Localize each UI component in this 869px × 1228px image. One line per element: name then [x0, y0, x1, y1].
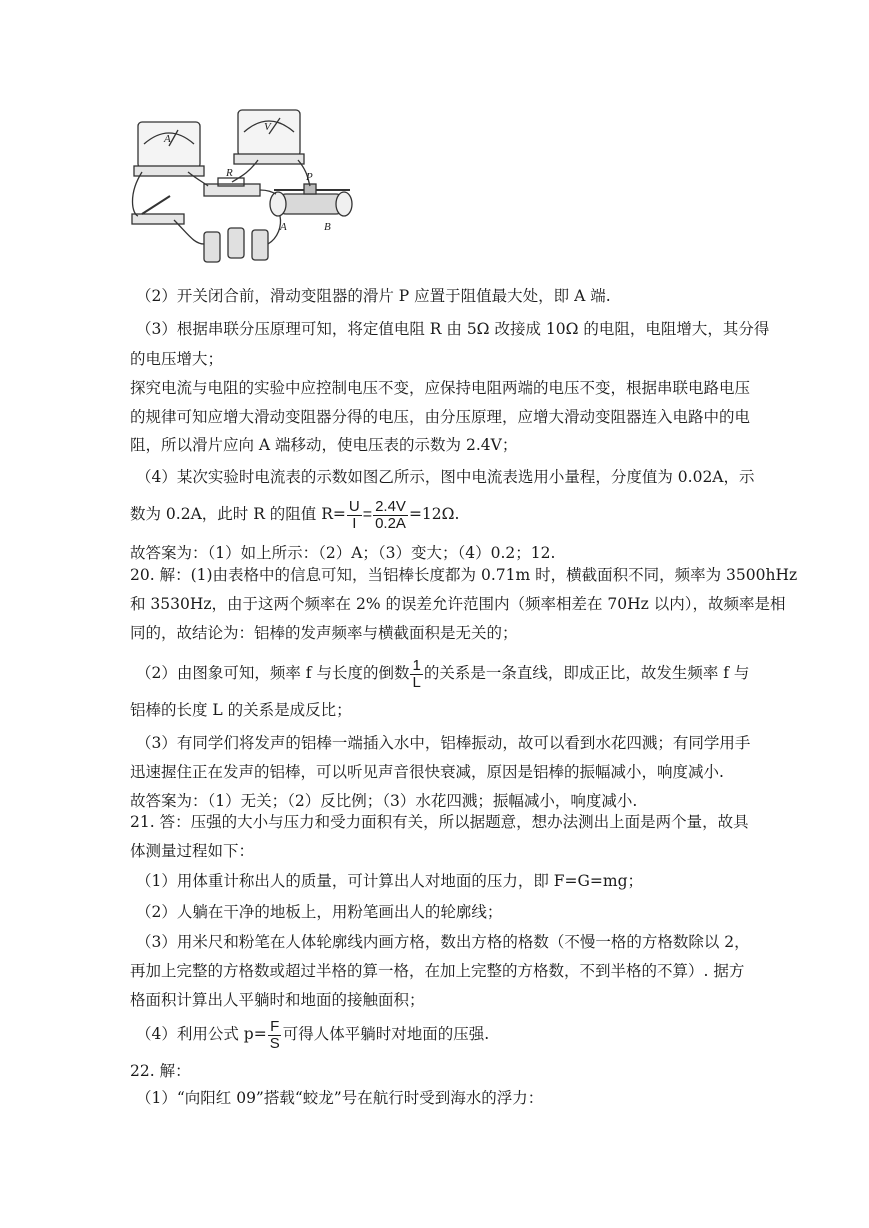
- text-line: 22. 解：: [130, 1062, 191, 1080]
- text-line: （3）用米尺和粉笔在人体轮廓线内画方格，数出方格的格数（不慢一格的方格数除以 2，: [136, 933, 750, 951]
- numerator: 1: [412, 656, 421, 674]
- text-segment: （2）由图象可知，频率 f 与长度的倒数: [136, 664, 410, 682]
- text-line: 再加上完整的方格数或超过半格的算一格，在加上完整的方格数，不到半格的不算）. 据方: [130, 962, 745, 980]
- frequency-line: [136, 655, 749, 691]
- text-segment: （4）利用公式 p=: [136, 1025, 267, 1043]
- text-line: 探究电流与电阻的实验中应控制电压不变，应保持电阻两端的电压不变，根据串联电路电压: [130, 379, 751, 397]
- resistance-formula-line: [130, 497, 459, 532]
- circuit-diagram-figure: [128, 104, 364, 272]
- denominator: L: [412, 673, 421, 691]
- text-line: 的电压增大；: [130, 350, 224, 368]
- text-line: 的规律可知应增大滑动变阻器分得的电压，由分压原理，应增大滑动变阻器连入电路中的电: [130, 408, 751, 426]
- ammeter-icon: [134, 122, 204, 176]
- text-line: （4）某次实验时电流表的示数如图乙所示，图中电流表选用小量程，分度值为 0.02A，示: [136, 468, 755, 486]
- denominator: 0.2A: [375, 514, 406, 532]
- voltmeter-icon: [234, 110, 304, 164]
- terminal-a-label: A: [280, 221, 287, 233]
- text-line: 格面积计算出人平躺时和地面的接触面积；: [130, 991, 425, 1009]
- text-line: 故答案为：（1）无关；（2）反比例；（3）水花四溅；振幅减小，响度减小.: [130, 792, 638, 810]
- text-line: 同的，故结论为：铝棒的发声频率与横截面积是无关的；: [130, 624, 518, 642]
- text-segment: 数为 0.2A，此时 R 的阻值 R=: [130, 505, 346, 523]
- resistor-icon: [204, 178, 260, 196]
- rheostat-icon: [270, 184, 352, 216]
- text-line: 和 3530Hz，由于这两个频率在 2% 的误差允许范围内（频率相差在 70Hz 以内），故频率是相: [130, 595, 786, 613]
- text-line: （1）“向阳红 09”搭载“蛟龙”号在航行时受到海水的浮力：: [136, 1089, 544, 1107]
- slider-label: P: [306, 171, 313, 183]
- numerator: U: [348, 497, 360, 515]
- text-line: 20. 解：(1)由表格中的信息可知，当铝棒长度都为 0.71m 时，横截面积不同，频率为 3500hHz: [130, 566, 798, 584]
- text-line: （3）有同学们将发声的铝棒一端插入水中，铝棒振动，故可以看到水花四溅；有同学用手: [136, 734, 751, 752]
- text-line: 铝棒的长度 L 的关系是成反比；: [130, 701, 352, 719]
- text-line: 体测量过程如下：: [130, 842, 255, 860]
- text-line: 21. 答：压强的大小与压力和受力面积有关，所以据题意，想办法测出上面是两个量，故具: [130, 813, 749, 831]
- ammeter-label: A: [164, 133, 171, 145]
- text-line: 阻，所以滑片应向 A 端移动，使电压表的示数为 2.4V；: [130, 436, 518, 454]
- text-line: 故答案为：（1）如上所示：（2）A；（3）变大；（4）0.2；12.: [130, 544, 556, 562]
- text-line: （2）人躺在干净的地板上，用粉笔画出人的轮廓线；: [136, 903, 503, 921]
- voltmeter-label: V: [264, 121, 271, 133]
- equals-sign: =: [362, 506, 373, 523]
- battery-icon: [204, 228, 268, 262]
- denominator: S: [269, 1034, 280, 1052]
- switch-icon: [132, 196, 184, 224]
- fraction-values: [373, 499, 408, 532]
- text-line: 迅速握住正在发声的铝棒，可以听见声音很快衰减，原因是铝棒的振幅减小，响度减小.: [130, 763, 724, 781]
- text-segment: =12Ω.: [408, 505, 460, 523]
- pressure-formula-line: [136, 1016, 489, 1052]
- terminal-b-label: B: [324, 221, 331, 233]
- text-line: （3）根据串联分压原理可知，将定值电阻 R 由 5Ω 改接成 10Ω 的电阻，电阻增大，其分得: [136, 320, 770, 338]
- text-line: （1）用体重计称出人的质量，可计算出人对地面的压力，即 F=G=mg；: [136, 872, 644, 890]
- numerator: F: [270, 1017, 280, 1035]
- resistor-label: R: [226, 167, 233, 179]
- denominator: I: [352, 514, 357, 532]
- text-segment: 的关系是一条直线，即成正比，故发生频率 f 与: [423, 664, 750, 682]
- text-segment: 可得人体平躺时对地面的压强.: [282, 1025, 490, 1043]
- fraction-one-over-l: [410, 658, 422, 691]
- fraction-f-over-s: [268, 1019, 282, 1052]
- numerator: 2.4V: [375, 497, 406, 515]
- text-line: （2）开关闭合前，滑动变阻器的滑片 P 应置于阻值最大处，即 A 端.: [136, 287, 611, 305]
- fraction-u-over-i: [347, 499, 362, 532]
